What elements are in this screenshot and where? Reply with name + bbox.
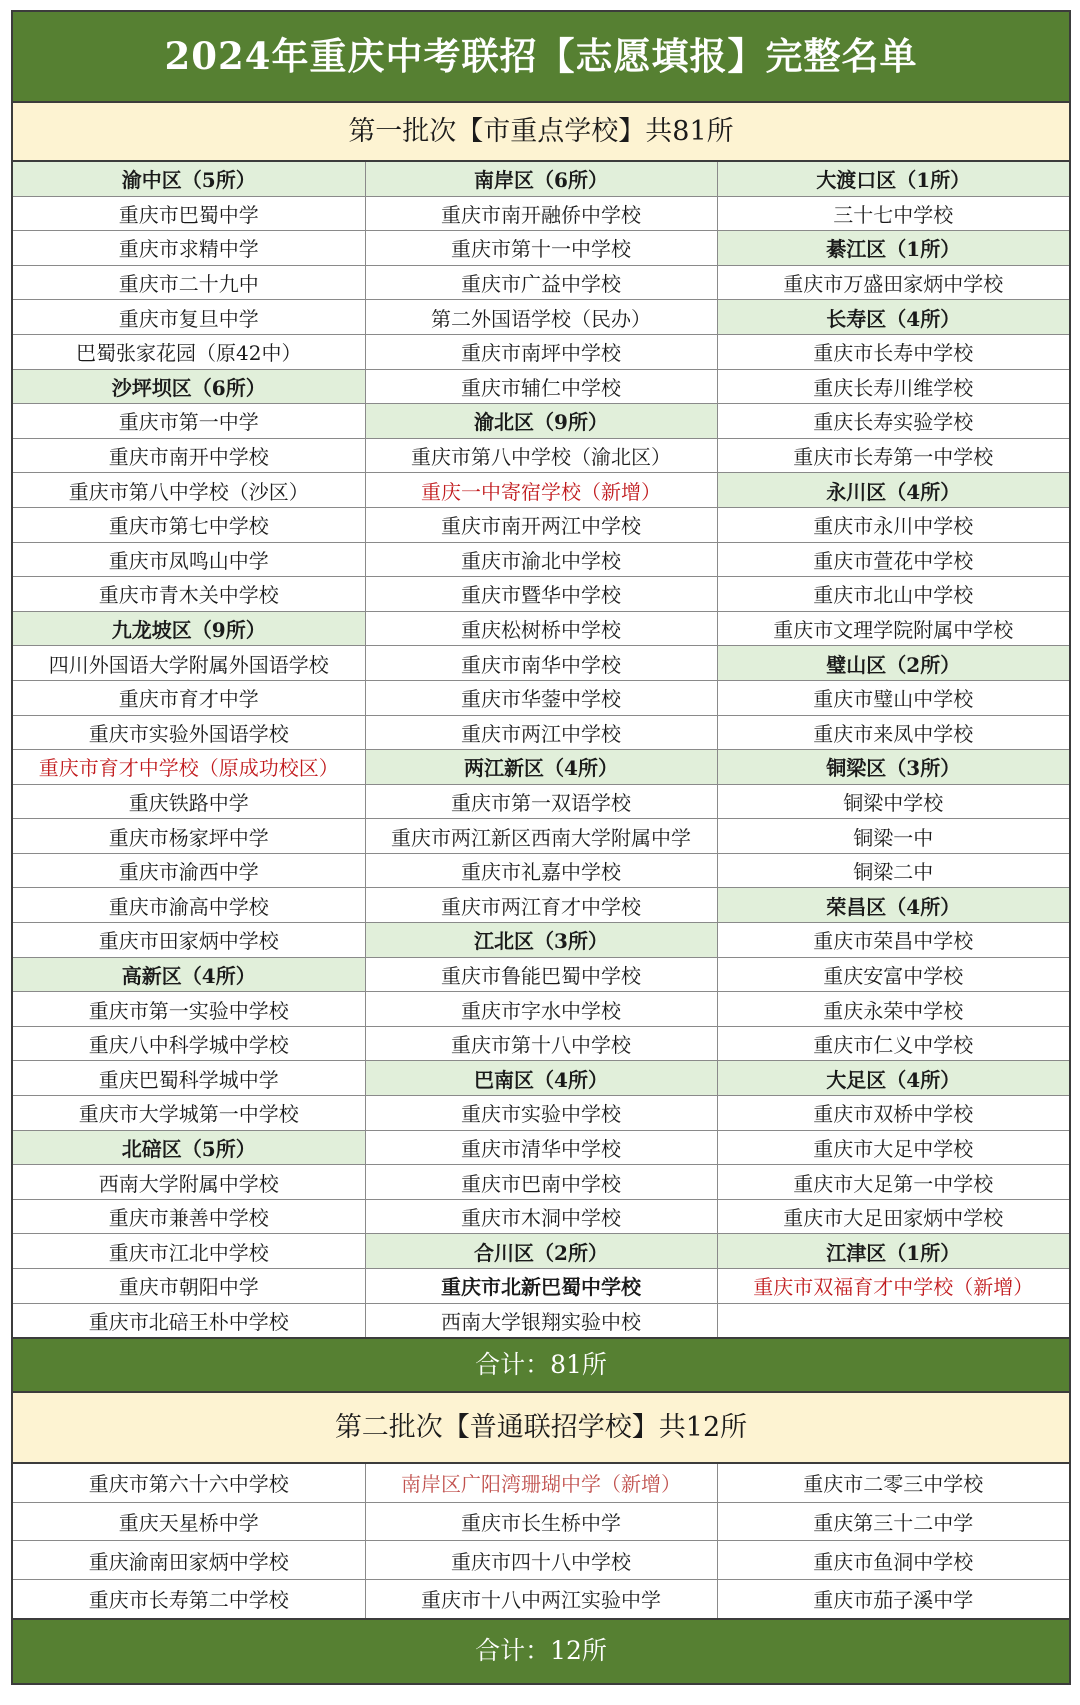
school-cell: 重庆市木洞中学校 (365, 1199, 717, 1234)
school-cell: 重庆市第八中学校（渝北区） (365, 438, 717, 473)
school-cell: 重庆市字水中学校 (365, 992, 717, 1027)
school-cell: 南岸区广阳湾珊瑚中学（新增） (365, 1464, 717, 1502)
school-cell: 重庆市来凤中学校 (717, 715, 1069, 750)
school-cell: 重庆市双福育才中学校（新增） (717, 1269, 1069, 1304)
table-row (13, 611, 1069, 646)
school-cell: 重庆市求精中学 (13, 231, 365, 266)
table-row (13, 473, 1069, 508)
table-row (13, 888, 1069, 923)
district-header: 两江新区（4所） (365, 750, 717, 785)
school-cell: 重庆市两江新区西南大学附属中学 (365, 819, 717, 854)
table-row (13, 680, 1069, 715)
table-row (13, 404, 1069, 439)
school-cell: 重庆市第六十六中学校 (13, 1464, 365, 1502)
batch1-total: 合计：81所 (13, 1339, 1069, 1393)
school-cell: 重庆市北山中学校 (717, 577, 1069, 612)
school-cell: 重庆市长寿第一中学校 (717, 438, 1069, 473)
district-header: 渝北区（9所） (365, 404, 717, 439)
school-cell: 重庆永荣中学校 (717, 992, 1069, 1027)
school-cell: 重庆市南开融侨中学校 (365, 196, 717, 231)
table-row (13, 1464, 1069, 1502)
school-cell: 重庆市青木关中学校 (13, 577, 365, 612)
school-cell: 重庆市第一中学 (13, 404, 365, 439)
table-row (13, 957, 1069, 992)
table-row (13, 646, 1069, 681)
school-cell: 重庆市巴南中学校 (365, 1165, 717, 1200)
school-cell: 重庆市茄子溪中学 (717, 1579, 1069, 1618)
school-cell: 重庆市渝高中学校 (13, 888, 365, 923)
school-cell: 重庆市礼嘉中学校 (365, 853, 717, 888)
school-cell: 重庆市二零三中学校 (717, 1464, 1069, 1502)
district-header: 合川区（2所） (365, 1234, 717, 1269)
table-row (13, 750, 1069, 785)
school-cell: 重庆安富中学校 (717, 957, 1069, 992)
table-row (13, 1541, 1069, 1580)
school-cell: 重庆市第十一中学校 (365, 231, 717, 266)
school-cell: 重庆市暨华中学校 (365, 577, 717, 612)
table-row (13, 853, 1069, 888)
district-header: 綦江区（1所） (717, 231, 1069, 266)
district-header: 铜梁区（3所） (717, 750, 1069, 785)
school-cell: 重庆市江北中学校 (13, 1234, 365, 1269)
school-cell: 重庆长寿实验学校 (717, 404, 1069, 439)
district-header: 北碚区（5所） (13, 1130, 365, 1165)
district-header: 璧山区（2所） (717, 646, 1069, 681)
school-list-sheet (11, 10, 1071, 1685)
school-cell: 重庆巴蜀科学城中学 (13, 1061, 365, 1096)
school-cell: 重庆市华蓥中学校 (365, 680, 717, 715)
table-row (13, 992, 1069, 1027)
district-header: 南岸区（6所） (365, 162, 717, 196)
district-header: 沙坪坝区（6所） (13, 369, 365, 404)
table-row (13, 1096, 1069, 1131)
school-cell: 重庆市长寿中学校 (717, 334, 1069, 369)
school-cell: 重庆市鱼洞中学校 (717, 1541, 1069, 1580)
batch2-heading: 第二批次【普通联招学校】共12所 (13, 1393, 1069, 1464)
table-row (13, 162, 1069, 196)
table-row (13, 715, 1069, 750)
school-cell: 重庆一中寄宿学校（新增） (365, 473, 717, 508)
table-row (13, 577, 1069, 612)
table-row (13, 265, 1069, 300)
table-row (13, 196, 1069, 231)
school-cell: 重庆市双桥中学校 (717, 1096, 1069, 1131)
school-cell: 重庆市南坪中学校 (365, 334, 717, 369)
table-row (13, 784, 1069, 819)
school-cell: 重庆市渝西中学 (13, 853, 365, 888)
school-cell: 重庆市十八中两江实验中学 (365, 1579, 717, 1618)
table-row (13, 1579, 1069, 1618)
school-cell: 第二外国语学校（民办） (365, 300, 717, 335)
school-cell: 重庆市第八中学校（沙区） (13, 473, 365, 508)
school-cell: 重庆第三十二中学 (717, 1502, 1069, 1541)
school-cell: 重庆市大足中学校 (717, 1130, 1069, 1165)
table-row (13, 819, 1069, 854)
school-cell: 重庆市北碚王朴中学校 (13, 1303, 365, 1338)
school-cell: 重庆市大足田家炳中学校 (717, 1199, 1069, 1234)
school-cell: 重庆市广益中学校 (365, 265, 717, 300)
school-cell: 重庆市实验外国语学校 (13, 715, 365, 750)
school-cell: 重庆渝南田家炳中学校 (13, 1541, 365, 1580)
district-header: 巴南区（4所） (365, 1061, 717, 1096)
school-cell: 重庆市育才中学 (13, 680, 365, 715)
table-row (13, 1026, 1069, 1061)
school-cell: 重庆市杨家坪中学 (13, 819, 365, 854)
batch2-total: 合计：12所 (13, 1620, 1069, 1683)
school-cell: 重庆市第十八中学校 (365, 1026, 717, 1061)
school-cell: 重庆市第一实验中学校 (13, 992, 365, 1027)
district-header: 大足区（4所） (717, 1061, 1069, 1096)
school-cell: 重庆市第一双语学校 (365, 784, 717, 819)
school-cell: 重庆市两江育才中学校 (365, 888, 717, 923)
school-cell: 铜梁中学校 (717, 784, 1069, 819)
table-row (13, 923, 1069, 958)
district-header: 高新区（4所） (13, 957, 365, 992)
school-cell: 重庆市大足第一中学校 (717, 1165, 1069, 1200)
table-row (13, 1061, 1069, 1096)
district-header: 长寿区（4所） (717, 300, 1069, 335)
table-row (13, 300, 1069, 335)
school-cell: 重庆市实验中学校 (365, 1096, 717, 1131)
school-cell: 重庆市第七中学校 (13, 507, 365, 542)
school-cell: 重庆松树桥中学校 (365, 611, 717, 646)
school-cell: 重庆市万盛田家炳中学校 (717, 265, 1069, 300)
school-cell: 重庆市荣昌中学校 (717, 923, 1069, 958)
batch2-table (13, 1464, 1069, 1619)
school-cell: 重庆市永川中学校 (717, 507, 1069, 542)
school-cell: 重庆市复旦中学 (13, 300, 365, 335)
school-cell: 铜梁二中 (717, 853, 1069, 888)
district-header: 永川区（4所） (717, 473, 1069, 508)
table-row (13, 231, 1069, 266)
school-cell: 西南大学银翔实验中校 (365, 1303, 717, 1338)
school-cell: 重庆市南开两江中学校 (365, 507, 717, 542)
school-cell: 重庆市四十八中学校 (365, 1541, 717, 1580)
table-row (13, 542, 1069, 577)
school-cell: 重庆市萱花中学校 (717, 542, 1069, 577)
school-cell: 重庆市璧山中学校 (717, 680, 1069, 715)
school-cell (717, 1303, 1069, 1338)
school-cell: 重庆天星桥中学 (13, 1502, 365, 1541)
school-cell: 重庆市文理学院附属中学校 (717, 611, 1069, 646)
table-row (13, 1130, 1069, 1165)
table-row (13, 1502, 1069, 1541)
school-cell: 重庆市辅仁中学校 (365, 369, 717, 404)
school-cell: 重庆市仁义中学校 (717, 1026, 1069, 1061)
district-header: 大渡口区（1所） (717, 162, 1069, 196)
page-title: 2024年重庆中考联招【志愿填报】完整名单 (13, 12, 1069, 103)
school-cell: 三十七中学校 (717, 196, 1069, 231)
school-cell: 重庆市朝阳中学 (13, 1269, 365, 1304)
district-header: 渝中区（5所） (13, 162, 365, 196)
table-row (13, 1199, 1069, 1234)
table-row (13, 1234, 1069, 1269)
batch1-table (13, 162, 1069, 1339)
table-row (13, 507, 1069, 542)
school-cell: 重庆市南华中学校 (365, 646, 717, 681)
school-cell: 重庆市北新巴蜀中学校 (365, 1269, 717, 1304)
school-cell: 重庆市凤鸣山中学 (13, 542, 365, 577)
table-row (13, 369, 1069, 404)
school-cell: 重庆铁路中学 (13, 784, 365, 819)
school-cell: 重庆市清华中学校 (365, 1130, 717, 1165)
district-header: 九龙坡区（9所） (13, 611, 365, 646)
district-header: 荣昌区（4所） (717, 888, 1069, 923)
school-cell: 铜梁一中 (717, 819, 1069, 854)
school-cell: 重庆市巴蜀中学 (13, 196, 365, 231)
school-cell: 重庆市南开中学校 (13, 438, 365, 473)
school-cell: 重庆市田家炳中学校 (13, 923, 365, 958)
school-cell: 重庆市长寿第二中学校 (13, 1579, 365, 1618)
school-cell: 重庆市渝北中学校 (365, 542, 717, 577)
table-row (13, 334, 1069, 369)
school-cell: 巴蜀张家花园（原42中） (13, 334, 365, 369)
table-row (13, 1269, 1069, 1304)
district-header: 江津区（1所） (717, 1234, 1069, 1269)
school-cell: 重庆市鲁能巴蜀中学校 (365, 957, 717, 992)
school-cell: 重庆市大学城第一中学校 (13, 1096, 365, 1131)
school-cell: 重庆长寿川维学校 (717, 369, 1069, 404)
school-cell: 重庆市兼善中学校 (13, 1199, 365, 1234)
school-cell: 四川外国语大学附属外国语学校 (13, 646, 365, 681)
school-cell: 重庆市两江中学校 (365, 715, 717, 750)
school-cell: 重庆市长生桥中学 (365, 1502, 717, 1541)
school-cell: 重庆市二十九中 (13, 265, 365, 300)
table-row (13, 1165, 1069, 1200)
school-cell: 西南大学附属中学校 (13, 1165, 365, 1200)
table-row (13, 438, 1069, 473)
school-cell: 重庆八中科学城中学校 (13, 1026, 365, 1061)
school-cell: 重庆市育才中学校（原成功校区） (13, 750, 365, 785)
district-header: 江北区（3所） (365, 923, 717, 958)
table-row (13, 1303, 1069, 1338)
batch1-heading: 第一批次【市重点学校】共81所 (13, 103, 1069, 162)
